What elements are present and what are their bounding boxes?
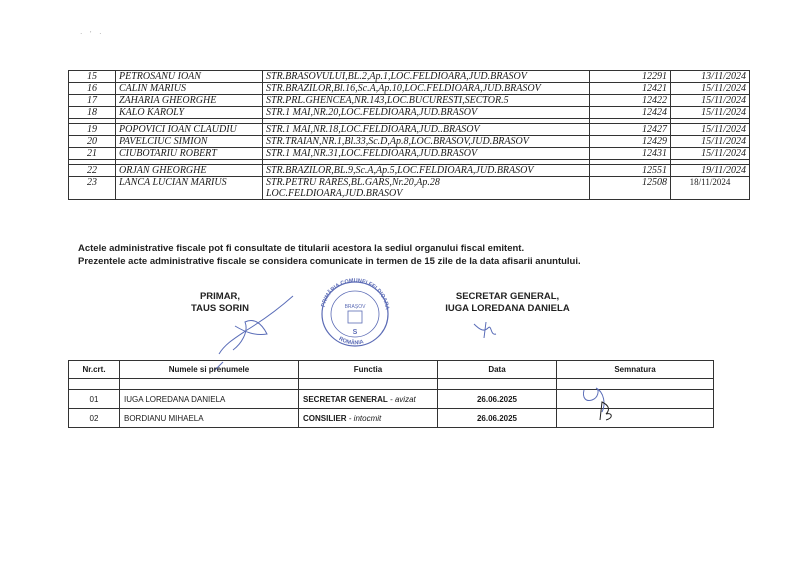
row-number: 22 bbox=[69, 165, 116, 177]
row-number: 19 bbox=[69, 124, 116, 136]
header-name: Numele si prenumele bbox=[120, 361, 299, 379]
recipient-address: STR.TRAIAN,NR.1,Bl.33,Sc.D,Ap.8,LOC.BRASOV,JUD.BRASOV bbox=[263, 136, 590, 148]
approvals-header-row bbox=[69, 361, 714, 379]
mayor-title: PRIMAR, bbox=[199, 291, 241, 302]
recipient-name: LANCA LUCIAN MARIUS bbox=[116, 177, 263, 200]
approval-name: BORDIANU MIHAELA bbox=[120, 409, 299, 428]
document-number: 12291 bbox=[590, 71, 671, 83]
document-number: 12424 bbox=[590, 107, 671, 119]
approval-role: CONSILIER bbox=[303, 413, 347, 423]
stamp-center: S bbox=[352, 329, 358, 336]
approval-function bbox=[299, 409, 438, 428]
secretary-handwritten-signature bbox=[470, 318, 510, 342]
table-row bbox=[69, 136, 750, 148]
approval-date: 26.06.2025 bbox=[438, 390, 557, 409]
document-number: 12508 bbox=[590, 177, 671, 200]
table-row bbox=[69, 165, 750, 177]
recipients-table bbox=[68, 70, 750, 200]
approval-date: 26.06.2025 bbox=[438, 409, 557, 428]
recipient-name: PETROSANU IOAN bbox=[116, 71, 263, 83]
table-row bbox=[69, 124, 750, 136]
approval-nr: 02 bbox=[69, 409, 120, 428]
document-date: 15/11/2024 bbox=[671, 136, 750, 148]
document-date: 15/11/2024 bbox=[671, 83, 750, 95]
approval-action: - avizat bbox=[387, 394, 416, 404]
recipient-address: STR.1 MAI,NR.18,LOC.FELDIOARA,JUD..BRASOV bbox=[263, 124, 590, 136]
header-date: Data bbox=[438, 361, 557, 379]
header-nr: Nr.crt. bbox=[69, 361, 120, 379]
address-line-2: LOC.FELDIOARA,JUD.BRASOV bbox=[266, 188, 403, 199]
document-date: 19/11/2024 bbox=[671, 165, 750, 177]
notice-text bbox=[78, 242, 581, 268]
row-number: 20 bbox=[69, 136, 116, 148]
approval-action: - intocmit bbox=[346, 413, 382, 423]
document-number: 12421 bbox=[590, 83, 671, 95]
document-number: 12551 bbox=[590, 165, 671, 177]
table-row bbox=[69, 95, 750, 107]
recipient-name: ZAHARIA GHEORGHE bbox=[116, 95, 263, 107]
row-number: 17 bbox=[69, 95, 116, 107]
approval-function bbox=[299, 390, 438, 409]
header-signature: Semnatura bbox=[557, 361, 714, 379]
row-number: 16 bbox=[69, 83, 116, 95]
recipient-address: STR.1 MAI,NR.31,LOC.FELDIOARA,JUD.BRASOV bbox=[263, 148, 590, 160]
recipient-address: STR.1 MAI,NR.20,LOC.FELDIOARA,JUD.BRASOV bbox=[263, 107, 590, 119]
row-number: 21 bbox=[69, 148, 116, 160]
notice-line-2: Prezentele acte administrative fiscale se considera comunicate in termen de 15 zile de la data afisarii anuntului. bbox=[78, 256, 581, 267]
official-stamp bbox=[312, 278, 398, 348]
document-date: 15/11/2024 bbox=[671, 95, 750, 107]
recipient-address: STR.BRASOVULUI,BL.2,Ap.1,LOC.FELDIOARA,JUD.BRASOV bbox=[263, 71, 590, 83]
document-number: 12429 bbox=[590, 136, 671, 148]
stamp-bottom-text: ROMÂNIA bbox=[337, 336, 365, 347]
recipient-name: KALO KAROLY bbox=[116, 107, 263, 119]
table-row bbox=[69, 148, 750, 160]
header-function: Functia bbox=[299, 361, 438, 379]
address-line-1: STR.PETRU RARES,BL.GARS,Nr.20,Ap.28 bbox=[266, 177, 440, 188]
stamp-top-text: PRIMĂRIA COMUNEI FELDIOARA bbox=[320, 278, 390, 311]
row-number: 18 bbox=[69, 107, 116, 119]
scan-marks: · ' · bbox=[80, 30, 105, 38]
document-number: 12427 bbox=[590, 124, 671, 136]
row-number: 15 bbox=[69, 71, 116, 83]
recipient-name: ORJAN GHEORGHE bbox=[116, 165, 263, 177]
document-date: 13/11/2024 bbox=[671, 71, 750, 83]
svg-text:ROMÂNIA bbox=[338, 336, 365, 346]
table-row bbox=[69, 177, 750, 200]
mayor-name: TAUS SORIN bbox=[191, 303, 249, 314]
approval-role: SECRETAR GENERAL bbox=[303, 394, 388, 404]
table-row bbox=[69, 83, 750, 95]
recipient-name: POPOVICI IOAN CLAUDIU bbox=[116, 124, 263, 136]
approval-nr: 01 bbox=[69, 390, 120, 409]
secretary-signature-block bbox=[420, 291, 595, 315]
recipient-name: PAVELCIUC SIMION bbox=[116, 136, 263, 148]
secretary-name: IUGA LOREDANA DANIELA bbox=[445, 303, 570, 314]
recipient-address: STR.BRAZILOR,BL.9,Sc.A,Ap.5,LOC.FELDIOARA,JUD.BRASOV bbox=[263, 165, 590, 177]
row-number: 23 bbox=[69, 177, 116, 200]
document-date: 18/11/2024 bbox=[671, 177, 750, 200]
recipient-name: CIUBOTARIU ROBERT bbox=[116, 148, 263, 160]
secretary-title: SECRETAR GENERAL, bbox=[455, 291, 560, 302]
stamp-county: BRAȘOV bbox=[344, 304, 366, 310]
recipient-address bbox=[263, 177, 590, 200]
approval-initials-signature bbox=[578, 382, 628, 424]
document-number: 12431 bbox=[590, 148, 671, 160]
coat-of-arms-icon bbox=[348, 311, 362, 323]
document-date: 15/11/2024 bbox=[671, 107, 750, 119]
document-number: 12422 bbox=[590, 95, 671, 107]
document-date: 15/11/2024 bbox=[671, 148, 750, 160]
notice-line-1: Actele administrative fiscale pot fi consultate de titularii acestora la sediul organului fiscal emitent. bbox=[78, 243, 525, 254]
document-date: 15/11/2024 bbox=[671, 124, 750, 136]
approval-name: IUGA LOREDANA DANIELA bbox=[120, 390, 299, 409]
recipient-address: STR.PRL.GHENCEA,NR.143,LOC.BUCURESTI,SECTOR.5 bbox=[263, 95, 590, 107]
recipient-name: CALIN MARIUS bbox=[116, 83, 263, 95]
table-row bbox=[69, 107, 750, 119]
recipient-address: STR.BRAZILOR,Bl.16,Sc.A,Ap.10,LOC.FELDIOARA,JUD.BRASOV bbox=[263, 83, 590, 95]
table-row bbox=[69, 71, 750, 83]
